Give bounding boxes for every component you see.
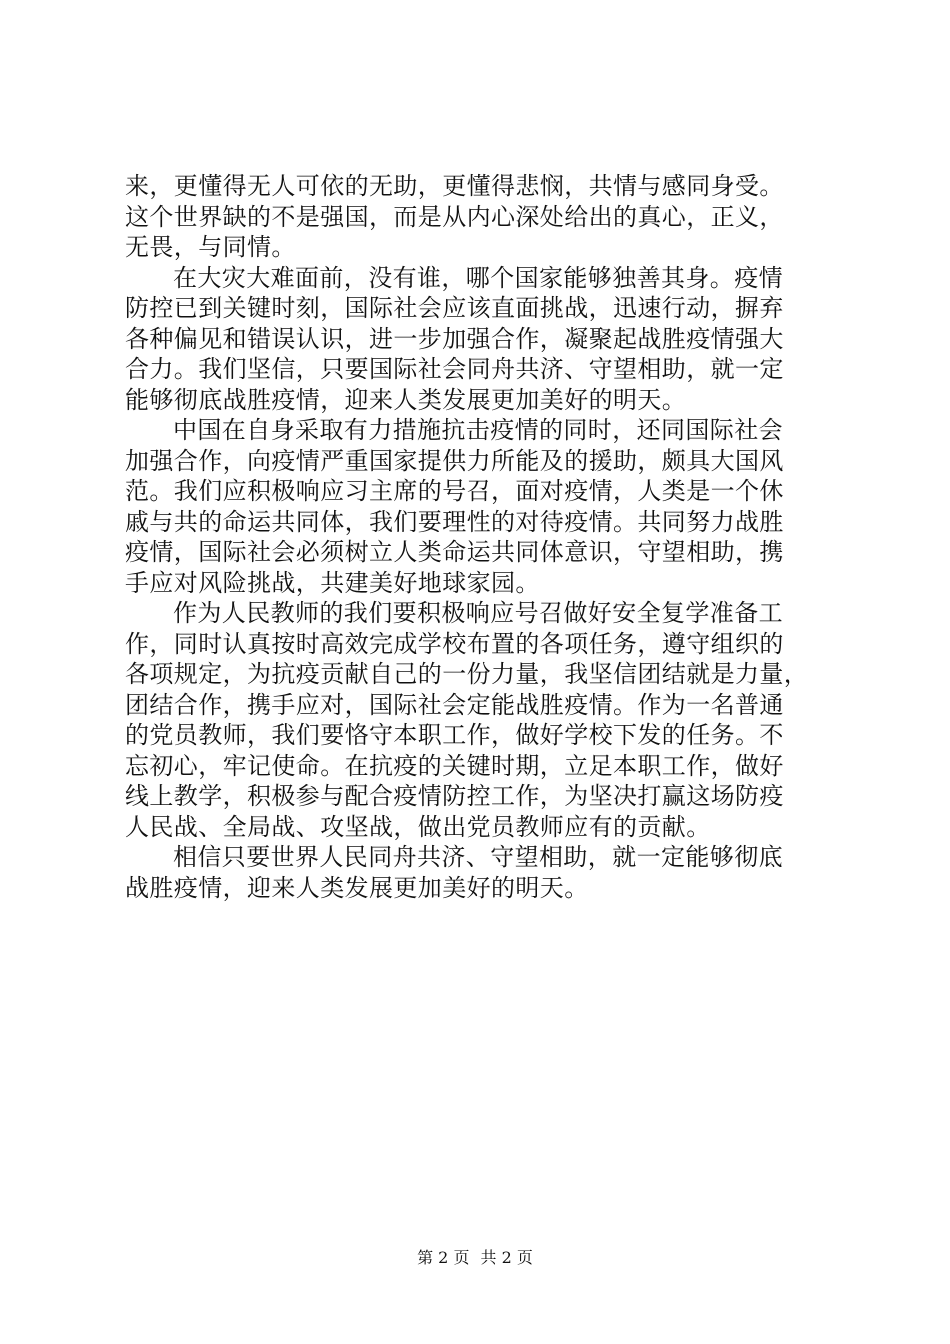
text-line: 战胜疫情，迎来人类发展更加美好的明天。 — [125, 873, 589, 902]
text-line: 团结合作，携手应对，国际社会定能战胜疫情。作为一名普通 — [125, 690, 784, 719]
text-line: 线上教学，积极参与配合疫情防控工作，为坚决打赢这场防疫 — [125, 782, 784, 810]
text-line: 各项规定，为抗疫贡献自己的一份力量，我坚信团结就是力量， — [125, 660, 809, 688]
text-line: 手应对风险挑战，共建美好地球家园。 — [125, 568, 540, 597]
text-line: 中国在自身采取有力措施抗击疫情的同时，还同国际社会 — [173, 416, 783, 444]
text-line: 防控已到关键时刻，国际社会应该直面挑战，迅速行动，摒弃 — [125, 294, 784, 322]
text-line: 的党员教师，我们要恪守本职工作，做好学校下发的任务。不 — [125, 721, 784, 749]
text-line: 加强合作，向疫情严重国家提供力所能及的援助，颇具大国风 — [125, 446, 784, 475]
text-line: 作，同时认真按时高效完成学校布置的各项任务，遵守组织的 — [125, 629, 784, 658]
page-footer — [0, 1245, 950, 1268]
text-line: 这个世界缺的不是强国，而是从内心深处给出的真心，正义， — [125, 202, 784, 231]
paragraph-5 — [125, 842, 855, 903]
text-line: 来，更懂得无人可依的无助，更懂得悲悯，共情与感同身受。 — [125, 172, 784, 200]
text-line: 无畏，与同情。 — [125, 233, 296, 261]
text-line: 能够彻底战胜疫情，迎来人类发展更加美好的明天。 — [125, 385, 687, 414]
page-number: 第 2 页 — [417, 1248, 470, 1267]
text-line: 忘初心，牢记使命。在抗疫的关键时期，立足本职工作，做好 — [125, 751, 784, 780]
paragraph-4 — [125, 598, 855, 842]
paragraph-3 — [125, 415, 855, 598]
paragraph-2 — [125, 263, 855, 416]
text-line: 在大灾大难面前，没有谁，哪个国家能够独善其身。疫情 — [173, 263, 783, 292]
text-line: 作为人民教师的我们要积极响应号召做好安全复学准备工 — [173, 599, 783, 627]
page-total: 共 2 页 — [480, 1248, 533, 1267]
document-body — [125, 171, 855, 903]
text-line: 范。我们应积极响应习主席的号召，面对疫情，人类是一个休 — [125, 477, 784, 505]
text-line: 人民战、全局战、攻坚战，做出党员教师应有的贡献。 — [125, 812, 711, 841]
text-line: 相信只要世界人民同舟共济、守望相助，就一定能够彻底 — [173, 843, 783, 871]
text-line: 合力。我们坚信，只要国际社会同舟共济、守望相助，就一定 — [125, 355, 784, 383]
paragraph-1 — [125, 171, 855, 263]
text-line: 疫情，国际社会必须树立人类命运共同体意识，守望相助，携 — [125, 538, 784, 566]
text-line: 各种偏见和错误认识，进一步加强合作，凝聚起战胜疫情强大 — [125, 324, 784, 353]
text-line: 戚与共的命运共同体，我们要理性的对待疫情。共同努力战胜 — [125, 507, 784, 536]
